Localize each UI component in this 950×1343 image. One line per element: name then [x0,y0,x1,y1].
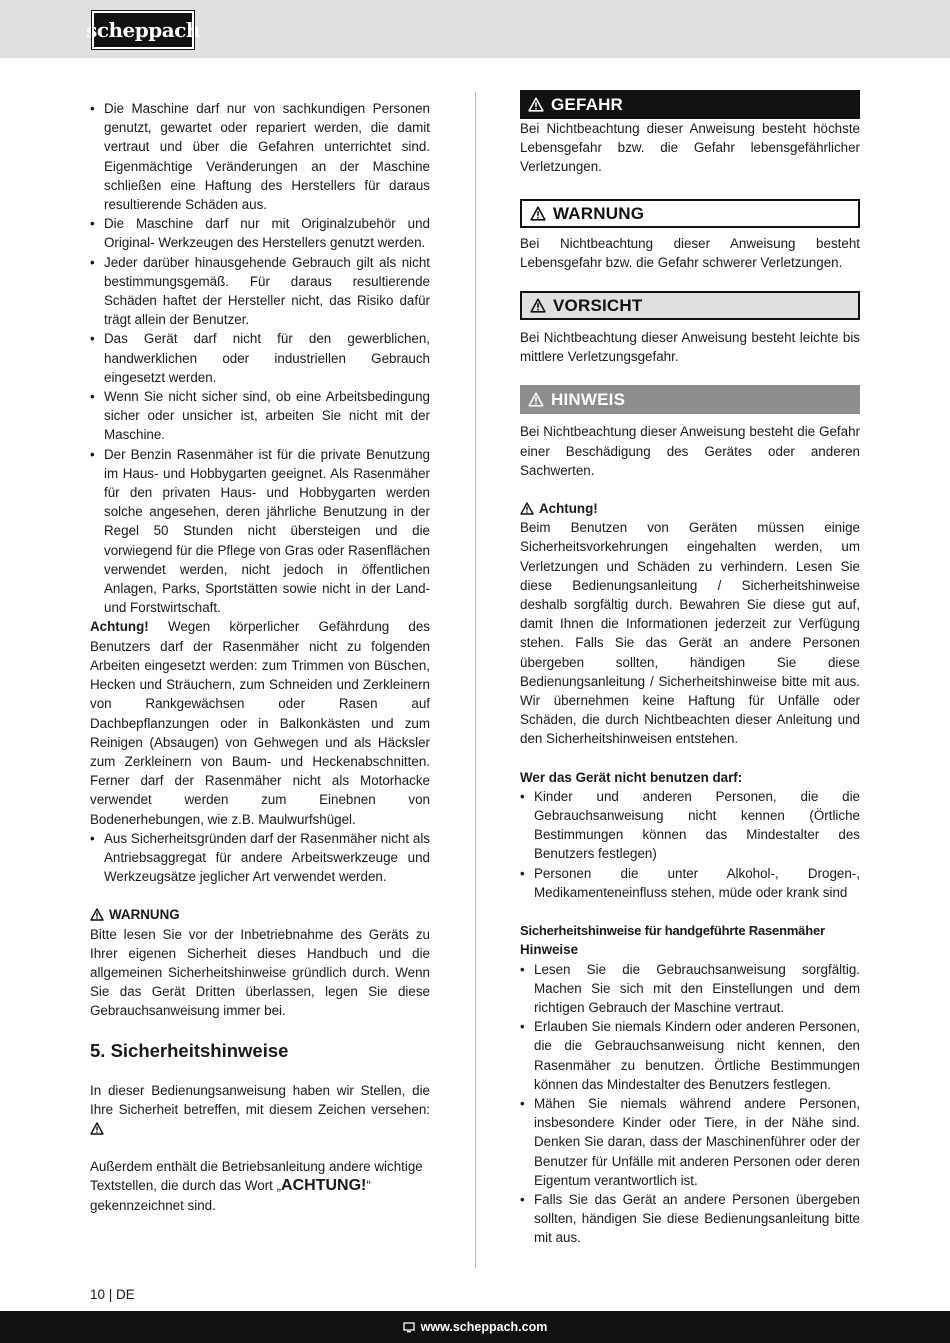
vorsicht-text: Bei Nichtbeachtung dieser Anweisung besteht leichte bis mittlere Verletzungsgefahr. [520,330,860,365]
monitor-icon [403,1322,415,1333]
left-column [90,99,430,1215]
warning-triangle-icon [90,1122,104,1135]
achtung-word: ACHTUNG! [281,1177,367,1195]
warnung-box [520,199,860,228]
column-divider [475,92,476,1268]
achtung-heading [520,499,860,518]
list-item: • Erlauben Sie niemals Kindern oder anderen Personen, die die Gebrauchsanweisung nicht kennen, den Rasenmäher zu benutzen. Örtliche Bestimmungen können das Mindestalter des Benutzers festlegen. [520,1017,860,1094]
warnung-box-label: WARNUNG [553,203,645,223]
usage-bullets-1 [90,99,430,617]
warning-triangle-icon [528,97,544,112]
list-item: • Die Maschine darf nur mit Originalzubehör und Original- Werkzeugen des Herstellers genutzt werden. [90,214,430,252]
list-item: • Das Gerät darf nicht für den gewerblichen, handwerklichen oder industriellen Gebrauch eingesetzt werden. [90,329,430,387]
hinweis-box [520,385,860,414]
list-item: • Personen die unter Alkohol-, Drogen-, Medikamenteneinfluss stehen, müde oder krank sind [520,864,860,902]
nicht-benutzen-list [520,787,860,902]
list-item: • Lesen Sie die Gebrauchsanweisung sorgfältig. Machen Sie sich mit den Einstellungen und dem richtigen Gebrauch der Maschine vertraut. [520,960,860,1018]
gefahr-text: Bei Nichtbeachtung dieser Anweisung besteht höchste Lebensgefahr bzw. die Gefahr lebensgefährlicher Verletzungen. [520,121,860,175]
hand-list [520,960,860,1248]
extra-pre: Außerdem enthält die Betriebsanleitung andere wichtige Textstellen, die durch das Wort „ [90,1159,423,1194]
extra-post: “ gekennzeichnet sind. [90,1178,371,1213]
hinweis-label: HINWEIS [551,390,626,410]
intro-text: In dieser Bedienungsanweisung haben wir Stellen, die Ihre Sicherheit betreffen, mit diesem Zeichen versehen: [90,1082,430,1117]
hand-subtitle: Hinweise [520,942,579,958]
warning-triangle-icon [530,298,546,313]
achtung-label: Achtung! [90,619,149,635]
intro-paragraph [90,1081,430,1139]
hinweis-text: Bei Nichtbeachtung dieser Anweisung besteht die Gefahr einer Beschädigung des Gerätes oder anderen Sachwerten. [520,424,860,478]
usage-bullets-2 [90,829,430,887]
warning-triangle-icon [530,206,546,221]
gefahr-label: GEFAHR [551,94,624,114]
nicht-benutzen-title: Wer das Gerät nicht benutzen darf: [520,769,743,785]
warnung-box-text: Bei Nichtbeachtung dieser Anweisung besteht Lebensgefahr bzw. die Gefahr schwerer Verletzungen. [520,235,860,270]
section-title: 5. Sicherheitshinweise [90,1039,289,1061]
page-header [0,0,950,58]
warnung-text: Bitte lesen Sie vor der Inbetriebnahme des Geräts zu Ihrer eigenen Sicherheit dieses Handbuch und die allgemeinen Sicherheitshinweise gründlich durch. Wenn Sie das Gerät Dritten überlassen, legen Sie diese Gebrauchsanweisung immer bei. [90,926,430,1019]
list-item: • Mähen Sie niemals während andere Personen, insbesondere Kinder oder Tiere, in der Nähe sind. Denken Sie daran, dass der Maschinenführer oder der Benutzer für Unfälle mit anderen Personen oder deren Eigentum verantwortlich ist. [520,1094,860,1190]
list-item: • Der Benzin Rasenmäher ist für die private Benutzung im Haus- und Hobbygarten geeignet. Als Rasenmäher für den privaten Haus- und Hobbygarten werden solche angesehen, deren jährliche Benutzung in der Regel 50 Stunden nicht übersteigen und die vorwiegend für die Pflege von Gras oder Rasenflächen verwendet werden, nicht jedoch in öffentlichen Anlagen, Parks, Sportstätten sowie nicht in der Land- und Forstwirtschaft. [90,445,430,618]
list-item: • Falls Sie das Gerät an andere Personen übergeben sollten, händigen Sie diese Bedienungsanleitung bitte mit aus. [520,1190,860,1248]
page-number: 10 | DE [90,1287,135,1302]
list-item: • Die Maschine darf nur von sachkundigen Personen genutzt, gewartet oder repariert werden, die damit vertraut und über die Gefahren unterrichtet sind. Eigenmächtige Veränderungen an der Maschine schließen eine Haftung des Herstellers für daraus resultierende Schäden aus. [90,99,430,214]
warning-triangle-icon [520,502,534,515]
list-item: • Aus Sicherheitsgründen darf der Rasenmäher nicht als Antriebsaggregat für andere Arbeitswerkzeuge und Werkzeugsätze jeglicher Art verwendet werden. [90,829,430,887]
right-column [520,90,860,1248]
vorsicht-label: VORSICHT [553,295,643,315]
website-url[interactable]: www.scheppach.com [420,1320,548,1334]
achtung-text: Beim Benutzen von Geräten müssen einige Sicherheitsvorkehrungen eingehalten werden, um Verletzungen und Schäden zu verhindern. Lesen Sie diese Bedienungsanleitung / Sicherheitshinweise deshalb sorgfältig durch. Bewahren Sie diese gut auf, damit Ihnen die Informationen jederzeit zur Verfügung stehen. Falls Sie das Gerät an andere Personen übergeben sollten, händigen Sie diese Bedienungsanleitung / Sicherheitshinweise bitte mit aus. Wir übernehmen keine Haftung für Unfälle oder Schäden, die durch Nichtbeachten dieser Anleitung und den Sicherheitshinweisen entstehen. [520,520,860,747]
warnung-heading [90,905,430,924]
footer-bar [0,1311,950,1343]
list-item: • Jeder darüber hinausgehende Gebrauch gilt als nicht bestimmungsgemäß. Für daraus resultierende Schäden haftet der Hersteller nicht, das Risiko dafür trägt allein der Benutzer. [90,253,430,330]
achtung-text: Wegen körperlicher Gefährdung des Benutzers darf der Rasenmäher nicht zu folgenden Arbeiten eingesetzt werden: zum Trimmen von Büschen, Hecken und Sträuchern, zum Schneiden und Zerkleinern von Rankgewächsen oder Rasen auf Dachbepflanzungen oder in Balkonkästen und zum Reinigen (Absaugen) von Gehwegen und als Häcksler zum Zerkleinern von Baum- und Heckenabschnitten. Ferner darf der Rasenmäher nicht als Motorhacke verwendet werden zum Einebnen von Bodenerhebungen, wie z.B. Maulwurfshügel. [90,619,430,827]
warnung-label: WARNUNG [109,907,180,923]
scheppach-logo: scheppach [92,11,194,49]
gefahr-box [520,90,860,119]
achtung-paragraph [90,617,430,828]
hand-title: Sicherheitshinweise für handgeführte Rasenmäher [520,923,825,939]
achtung-heading-label: Achtung! [539,501,598,517]
warning-triangle-icon [528,392,544,407]
warning-triangle-icon [90,908,104,921]
extra-paragraph [90,1157,430,1215]
vorsicht-box [520,291,860,320]
list-item: • Wenn Sie nicht sicher sind, ob eine Arbeitsbedingung sicher oder unsicher ist, arbeiten Sie nicht mit der Maschine. [90,387,430,445]
list-item: • Kinder und anderen Personen, die die Gebrauchsanweisung nicht kennen (Örtliche Bestimmungen können das Mindestalter des Benutzers festlegen) [520,787,860,864]
